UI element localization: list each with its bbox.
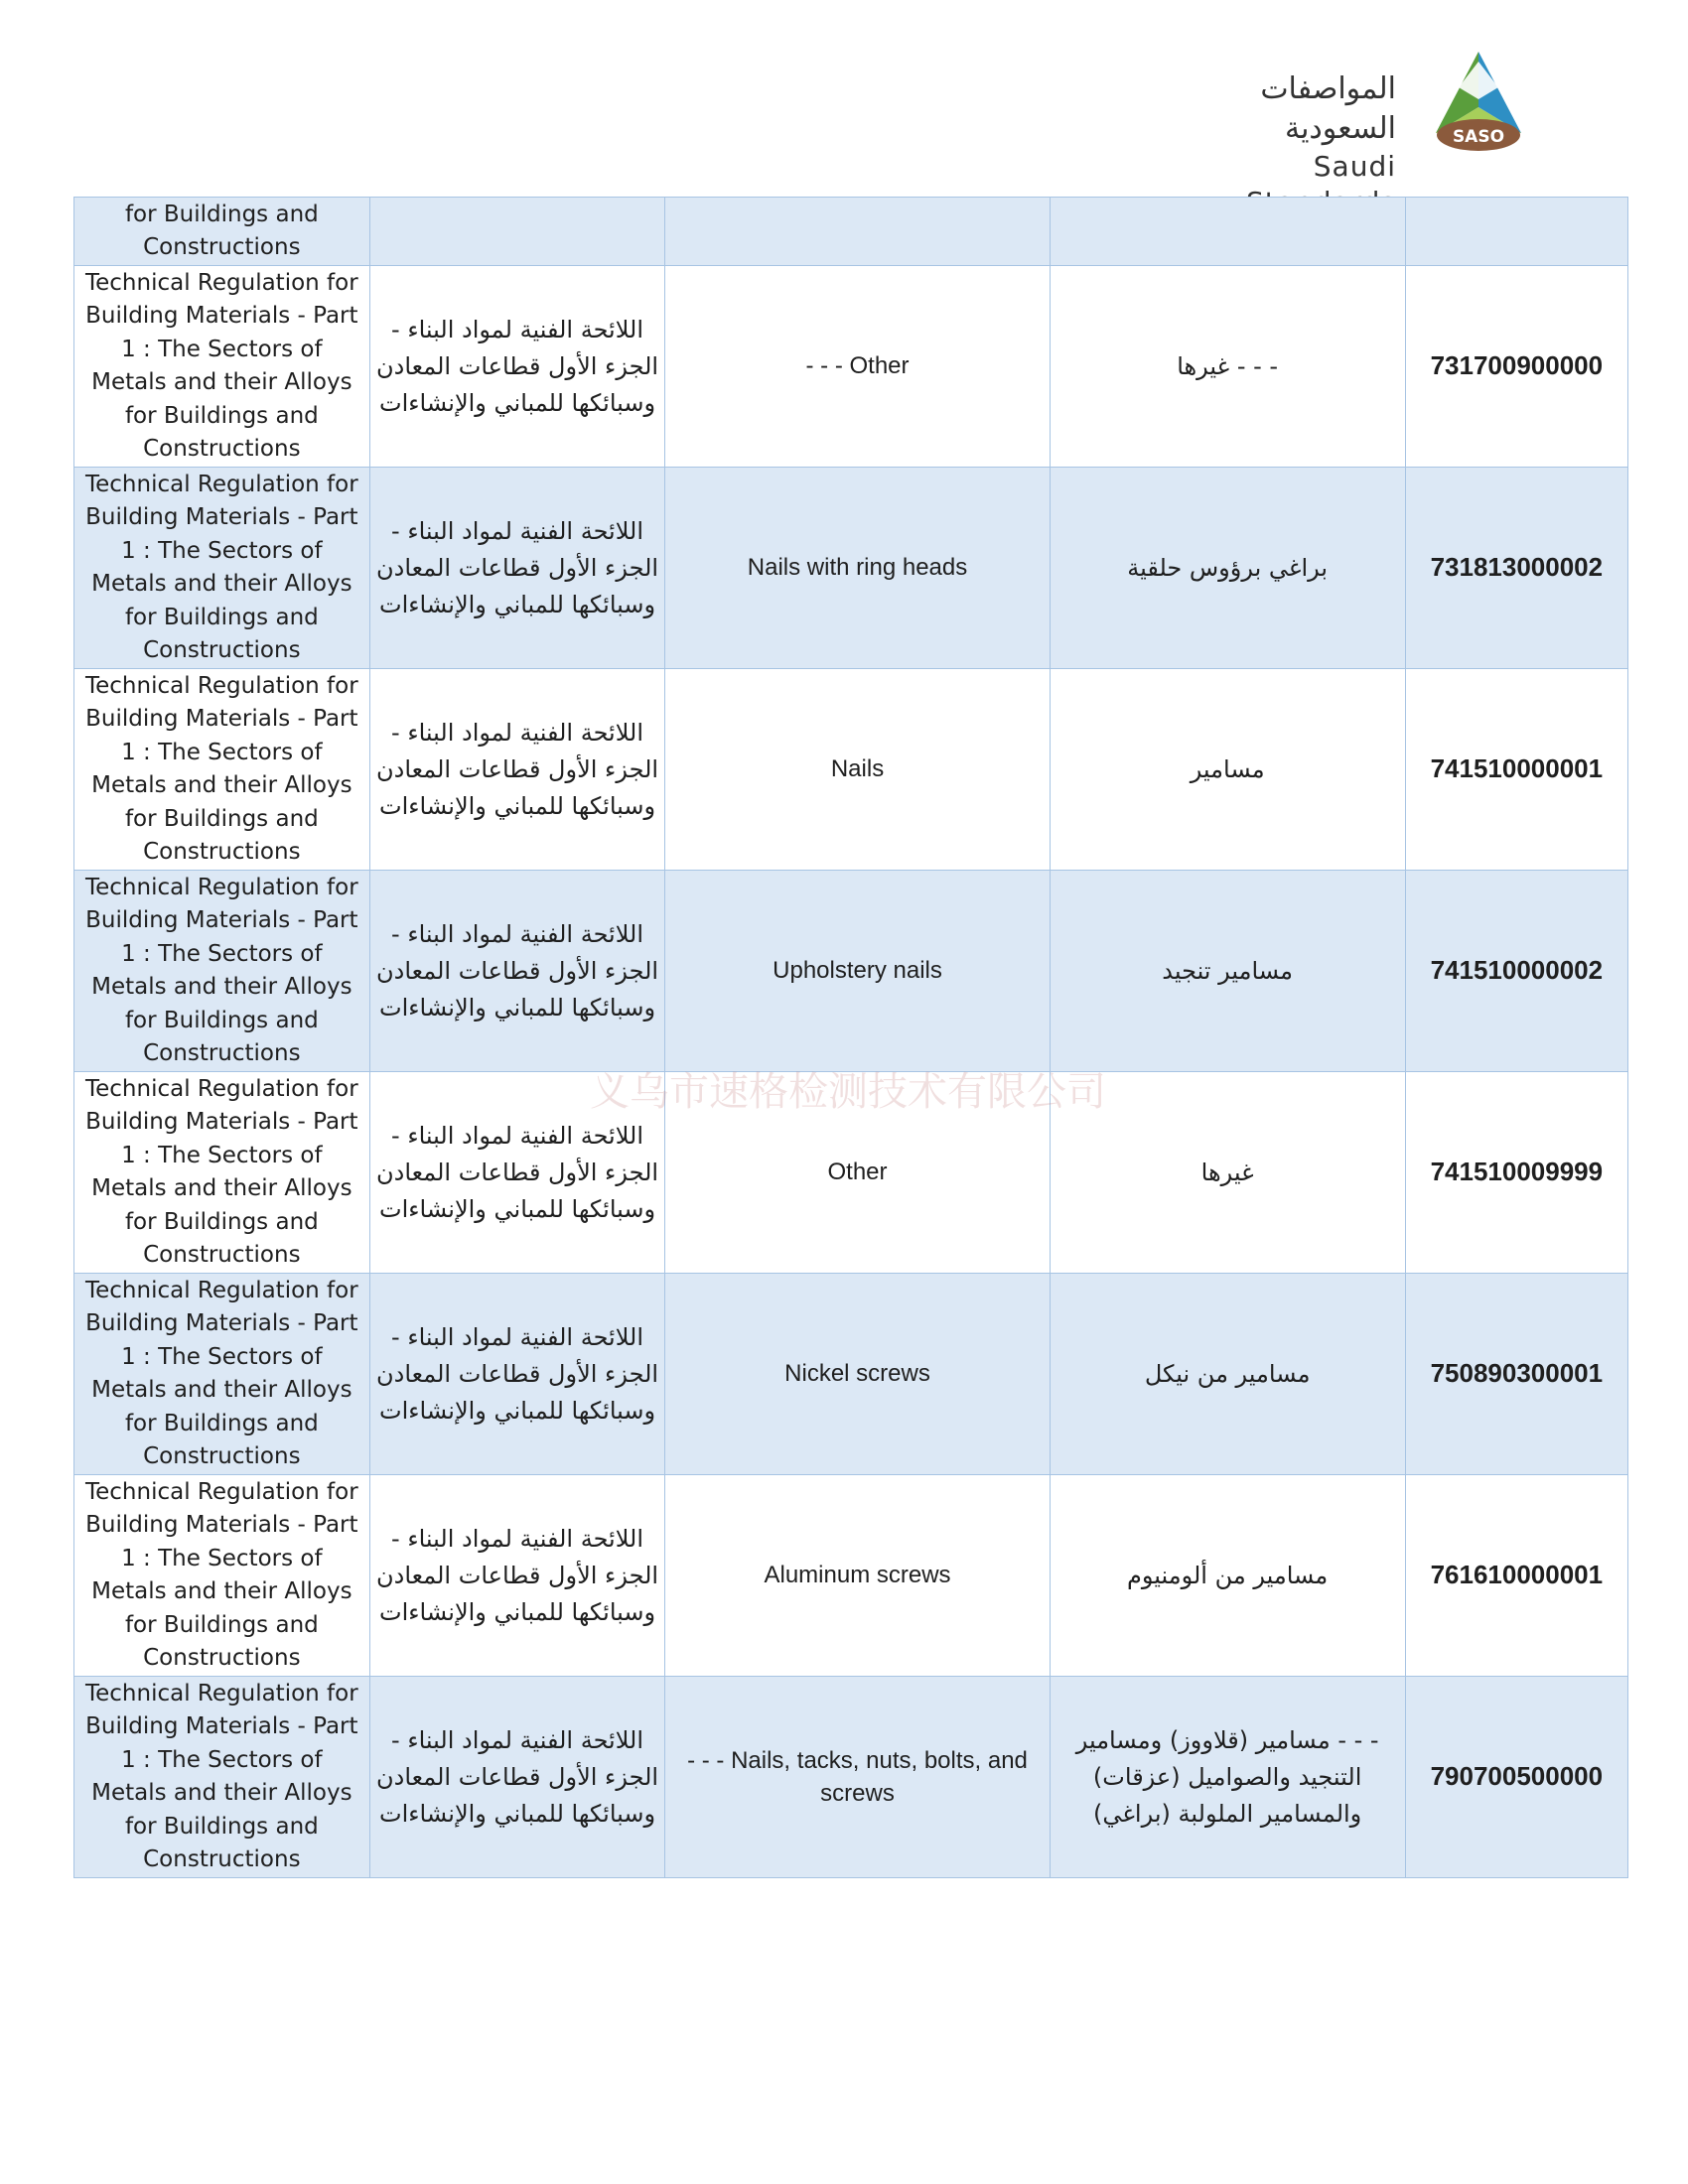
regulation-en-cell: Technical Regulation for Building Materials - Part 1 : The Sectors of Metals and their Alloys for Buildings and Constructions: [74, 1475, 370, 1677]
hs-code-cell: 761610000001: [1405, 1475, 1627, 1677]
saso-emblem-icon: [1424, 48, 1533, 157]
description-ar-cell: مسامير تنجيد: [1050, 871, 1405, 1072]
logo-arabic-name: المواصفات السعودية: [1260, 71, 1396, 146]
table-row: [74, 1072, 1628, 1274]
description-en-cell: Nails: [665, 669, 1050, 871]
hs-code-cell: 741510000001: [1405, 669, 1627, 871]
hs-code-cell: 741510000002: [1405, 871, 1627, 1072]
description-ar-cell: غيرها: [1050, 1072, 1405, 1274]
saso-logo: [1162, 40, 1549, 183]
description-en-cell: - - - Other: [665, 266, 1050, 468]
table-row: [74, 266, 1628, 468]
regulation-ar-cell: اللائحة الفنية لمواد البناء - الجزء الأول قطاعات المعادن وسبائكها للمباني والإنشاءات: [369, 871, 665, 1072]
regulation-en-cell: Technical Regulation for Building Materials - Part 1 : The Sectors of Metals and their Alloys for Buildings and Constructions: [74, 266, 370, 468]
table-row: [74, 1677, 1628, 1878]
regulation-ar-cell: اللائحة الفنية لمواد البناء - الجزء الأول قطاعات المعادن وسبائكها للمباني والإنشاءات: [369, 266, 665, 468]
description-ar-cell: براغي برؤوس حلقية: [1050, 468, 1405, 669]
hs-code-cell: [1405, 198, 1627, 266]
regulation-ar-cell: اللائحة الفنية لمواد البناء - الجزء الأول قطاعات المعادن وسبائكها للمباني والإنشاءات: [369, 468, 665, 669]
regulation-ar-cell: اللائحة الفنية لمواد البناء - الجزء الأول قطاعات المعادن وسبائكها للمباني والإنشاءات: [369, 669, 665, 871]
table-row: [74, 871, 1628, 1072]
description-ar-cell: مسامير من ألومنيوم: [1050, 1475, 1405, 1677]
logo-english-name: Saudi: [1313, 150, 1396, 183]
regulation-ar-cell: اللائحة الفنية لمواد البناء - الجزء الأول قطاعات المعادن وسبائكها للمباني والإنشاءات: [369, 1072, 665, 1274]
description-ar-cell: [1050, 198, 1405, 266]
regulation-ar-cell: اللائحة الفنية لمواد البناء - الجزء الأول قطاعات المعادن وسبائكها للمباني والإنشاءات: [369, 1274, 665, 1475]
table-row: [74, 669, 1628, 871]
hs-code-cell: 750890300001: [1405, 1274, 1627, 1475]
regulation-table: [73, 197, 1628, 1878]
description-en-cell: Upholstery nails: [665, 871, 1050, 1072]
watermark: 义乌市速格检测技术有限公司: [590, 1069, 1106, 1115]
logo-mark-text: SASO: [1452, 127, 1505, 147]
description-en-cell: Nails with ring heads: [665, 468, 1050, 669]
regulation-en-cell: Technical Regulation for Building Materials - Part 1 : The Sectors of Metals and their Alloys for Buildings and Constructions: [74, 468, 370, 669]
hs-code-cell: 731700900000: [1405, 266, 1627, 468]
regulation-en-cell: Technical Regulation for Building Materials - Part 1 : The Sectors of Metals and their Alloys for Buildings and Constructions: [74, 871, 370, 1072]
description-ar-cell: مسامير: [1050, 669, 1405, 871]
regulation-ar-cell: اللائحة الفنية لمواد البناء - الجزء الأول قطاعات المعادن وسبائكها للمباني والإنشاءات: [369, 1677, 665, 1878]
regulation-en-cell: Technical Regulation for Building Materials - Part 1 : The Sectors of Metals and their Alloys for Buildings and Constructions: [74, 1072, 370, 1274]
hs-code-cell: 731813000002: [1405, 468, 1627, 669]
description-en-cell: Nickel screws: [665, 1274, 1050, 1475]
description-en-cell: Aluminum screws: [665, 1475, 1050, 1677]
regulation-en-cell: Technical Regulation for Building Materials - Part 1 : The Sectors of Metals and their Alloys for Buildings and Constructions: [74, 669, 370, 871]
table-row: [74, 198, 1628, 266]
table-row: [74, 1475, 1628, 1677]
hs-code-cell: 741510009999: [1405, 1072, 1627, 1274]
hs-code-cell: 790700500000: [1405, 1677, 1627, 1878]
description-en-cell: Other: [665, 1072, 1050, 1274]
description-ar-cell: مسامير من نيكل: [1050, 1274, 1405, 1475]
regulation-en-cell: Technical Regulation for Building Materials - Part 1 : The Sectors of Metals and their Alloys for Buildings and Constructions: [74, 1677, 370, 1878]
regulation-ar-cell: [369, 198, 665, 266]
description-en-cell: [665, 198, 1050, 266]
description-en-cell: - - - Nails, tacks, nuts, bolts, and screws: [665, 1677, 1050, 1878]
regulation-en-cell: Technical Regulation for Building Materials - Part 1 : The Sectors of Metals and their Alloys for Buildings and Constructions: [74, 1274, 370, 1475]
regulation-ar-cell: اللائحة الفنية لمواد البناء - الجزء الأول قطاعات المعادن وسبائكها للمباني والإنشاءات: [369, 1475, 665, 1677]
table-row: [74, 468, 1628, 669]
table-row: [74, 1274, 1628, 1475]
description-ar-cell: - - - مسامير (قلاووز) ومسامير التنجيد والصواميل (عزقات) والمسامير الملولبة (براغي): [1050, 1677, 1405, 1878]
regulation-en-cell: for Buildings and Constructions: [74, 198, 370, 266]
description-ar-cell: - - - غيرها: [1050, 266, 1405, 468]
